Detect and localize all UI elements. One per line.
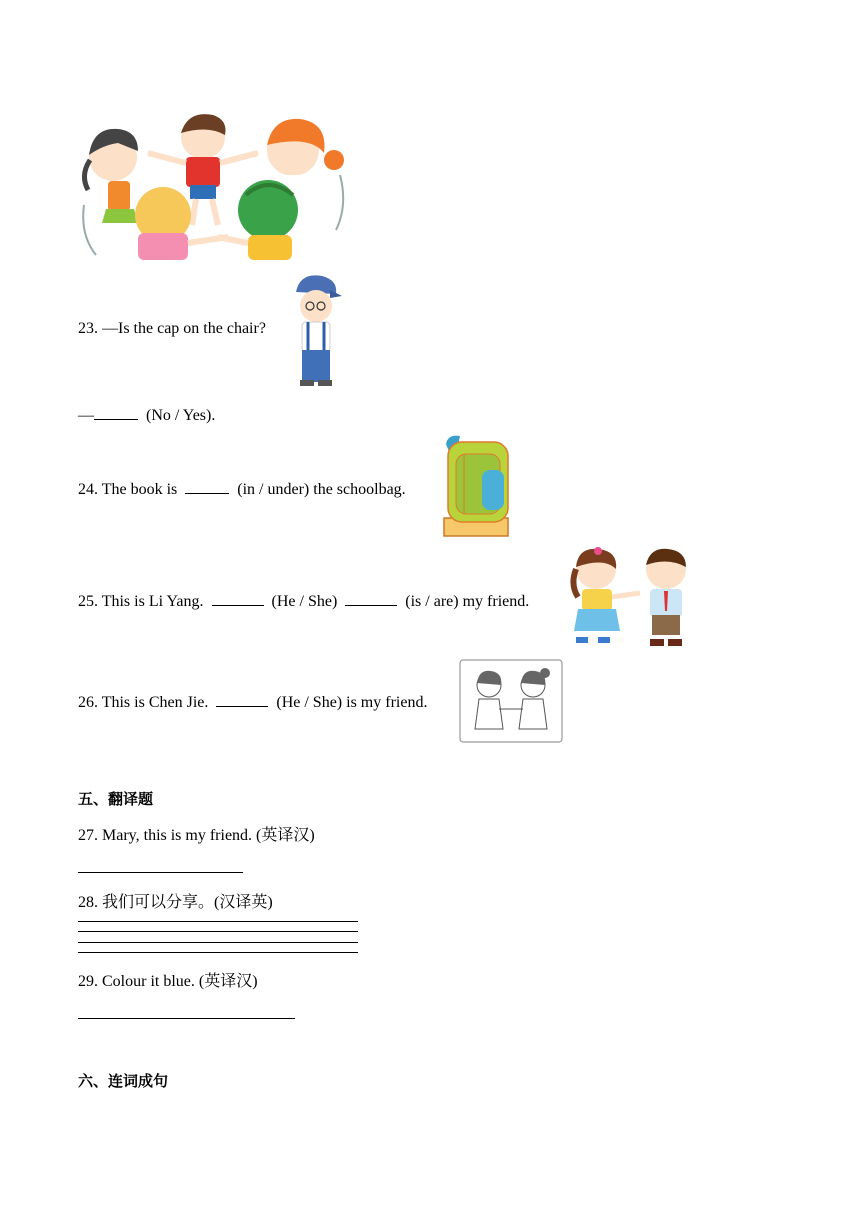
question-26-text-before: 26. This is Chen Jie. bbox=[78, 694, 209, 711]
answer-28-line-3[interactable] bbox=[78, 942, 358, 943]
section-6-heading: 六、连词成句 bbox=[78, 1072, 169, 1090]
answer-28-line-4[interactable] bbox=[78, 952, 358, 953]
children-circle-illustration bbox=[78, 105, 348, 260]
question-24 bbox=[78, 479, 406, 499]
question-26-text-after: (He / She) is my friend. bbox=[276, 694, 428, 711]
question-25-blank-2[interactable] bbox=[345, 591, 397, 606]
question-25-text-before: 25. This is Li Yang. bbox=[78, 593, 204, 610]
question-24-text-after: (in / under) the schoolbag. bbox=[237, 481, 406, 498]
question-24-text-before: 24. The book is bbox=[78, 481, 178, 498]
question-29: 29. Colour it blue. (英译汉) bbox=[78, 973, 258, 990]
question-27: 27. Mary, this is my friend. (英译汉) bbox=[78, 827, 315, 844]
answer-27-line[interactable] bbox=[78, 872, 243, 873]
question-23 bbox=[78, 320, 266, 338]
schoolbag-book-illustration bbox=[438, 434, 516, 538]
question-24-blank[interactable] bbox=[185, 479, 229, 494]
answer-29-line[interactable] bbox=[78, 1018, 295, 1019]
question-25 bbox=[78, 591, 529, 611]
boy-with-cap-illustration bbox=[290, 272, 342, 387]
section-5-heading: 五、翻译题 bbox=[78, 790, 154, 808]
answer-23-options: (No / Yes). bbox=[146, 407, 216, 424]
question-28: 28. 我们可以分享。(汉译英) bbox=[78, 894, 273, 911]
question-23-text: 23. —Is the cap on the chair? bbox=[78, 320, 266, 337]
question-26 bbox=[78, 692, 427, 712]
question-26-blank[interactable] bbox=[216, 692, 268, 707]
two-girls-sketch-illustration bbox=[459, 659, 563, 743]
girl-pointing-boy-illustration bbox=[568, 545, 694, 651]
answer-28-line-1[interactable] bbox=[78, 921, 358, 922]
answer-23 bbox=[78, 405, 215, 425]
answer-28-line-2[interactable] bbox=[78, 931, 358, 932]
answer-23-blank[interactable] bbox=[94, 405, 138, 420]
question-25-text-middle: (He / She) bbox=[271, 593, 338, 610]
question-25-text-after: (is / are) my friend. bbox=[405, 593, 530, 610]
question-25-blank-1[interactable] bbox=[212, 591, 264, 606]
answer-23-dash: — bbox=[78, 407, 94, 424]
